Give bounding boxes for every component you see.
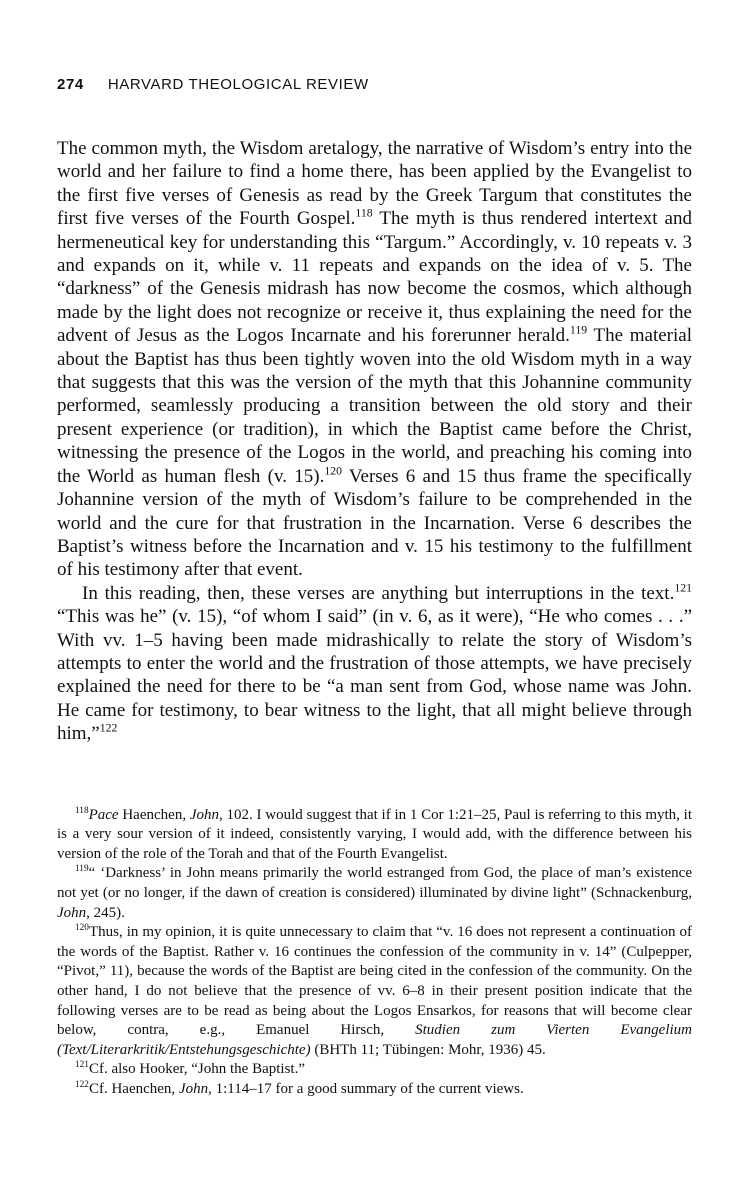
- body-paragraph-1: The common myth, the Wisdom aretalogy, the narrative of Wisdom’s entry into the world and her failure to find a home there, has been applied by the Evangelist to the first five verses of Genesis as read by the Greek Targum that constitutes the first five verses of the Fourth Gospel.$^{118}$ The myth is thus rendered intertext and hermeneutical key for understanding this “Targum.” Accordingly, v. 10 repeats v. 3 and expands on it, while v. 11 repeats and expands on the idea of v. 5. The “darkness” of the Genesis midrash has now become the cosmos, which although made by the light does not recognize or receive it, thus explaining the need for the advent of Jesus as the Logos Incarnate and his forerunner herald.$^{119}$ The material about the Baptist has thus been tightly woven into the old Wisdom myth in a way that suggests that this was the version of the myth that this Johannine community performed, seamlessly producing a transition between the old story and their present experience (or tradition), in which the Baptist came before the Christ, witnessing the presence of the Logos in the world, and preaching his coming into the World as human flesh (v. 15).$^{120}$ Verses 6 and 15 thus frame the specifically Johannine version of the myth of Wisdom’s failure to be comprehended in the world and the cure for that frustration in the Incarnation. Verse 6 describes the Baptist’s witness before the Incarnation and v. 15 his testimony to the fulfillment of his testimony after that event.: [57, 138, 693, 581]
- journal-title: HARVARD THEOLOGICAL REVIEW: [107, 76, 369, 93]
- page-number: 274: [57, 76, 84, 93]
- footnote-120: $^{120}$Thus, in my opinion, it is quite unnecessary to claim that “v. 16 does not represent a continuation of the words of the Baptist. Rather v. 16 continues the confession of the community in v. 14” (Culpepper, “Pivot,” 11), because the words of the Baptist are being cited in the confession of the community. On the other hand, I do not believe that the presence of vv. 6–8 in their present position indicate that the following verses are to be read as being about the Logos Ensarkos, for reasons that will become clear below, contra, e.g., Emanuel Hirsch, Studien zum Vierten Evangelium (Text/Literarkritik/Entstehungsgeschichte) (BHTh 11; Tübingen: Mohr, 1936) 45.: [57, 923, 692, 1058]
- footnote-119: $^{119}$“ ‘Darkness’ in John means primarily the world estranged from God, the place of man’s existence not yet (or no longer, if the dawn of creation is considered) illuminated by divine light” (Schnackenburg, John, 245).: [57, 864, 692, 921]
- article-body: [57, 137, 692, 746]
- footnote-121: $^{121}$Cf. also Hooker, “John the Baptist.”: [75, 1060, 305, 1078]
- running-header: [57, 76, 692, 93]
- footnotes-section: [57, 806, 692, 1100]
- body-paragraph-2: In this reading, then, these verses are anything but interruptions in the text.$^{121}$ “This was he” (v. 15), “of whom I said” (in v. 6, as it were), “He who comes . . .” With vv. 1–5 having been made midrashically to relate the story of Wisdom’s attempts to enter the world and the frustration of those attempts, we have precisely explained the need for there to be “a man sent from God, whose name was John. He came for testimony, to bear witness to the light, that all might believe through him,”$^{122}$: [57, 581, 692, 745]
- footnote-118: $^{118}$Pace Haenchen, John, 102. I would suggest that if in 1 Cor 1:21–25, Paul is referring to this myth, it is a very sour version of it indeed, consistently varying, I would add, with the difference between his version of the role of the Torah and that of the Fourth Evangelist.: [57, 805, 692, 862]
- footnote-122: $^{122}$Cf. Haenchen, John, 1:114–17 for a good summary of the current views.: [75, 1079, 524, 1097]
